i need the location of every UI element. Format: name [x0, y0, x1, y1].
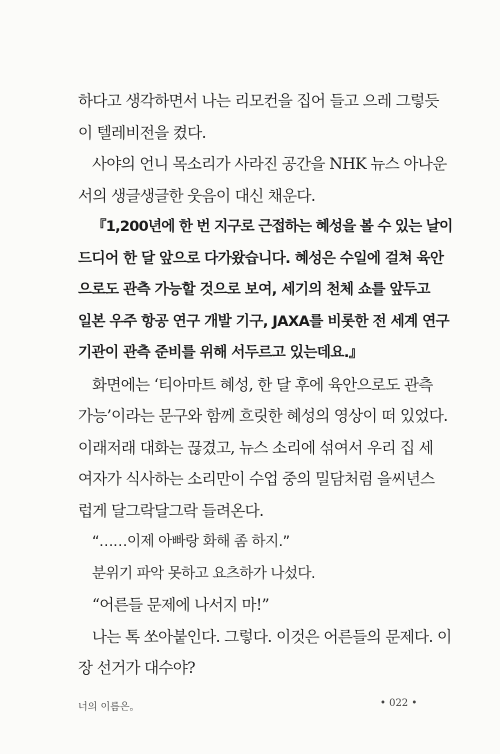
text-line: “……이제 아빠랑 화해 좀 하지.” — [92, 534, 290, 550]
text-line: 분위기 파악 못하고 요츠하가 나섰다. — [92, 565, 316, 582]
text-line: 드디어 한 달 앞으로 다가왔습니다. 혜성은 수일에 걸쳐 육안 — [78, 250, 444, 267]
body-text — [78, 86, 452, 685]
text-line: 이래저래 대화는 끊겼고, 뉴스 소리에 섞여서 우리 집 세 — [78, 438, 434, 457]
text-line: 기관이 관측 준비를 위해 서두르고 있는데요.』 — [78, 345, 363, 361]
text-line: 하다고 생각하면서 나는 리모컨을 집어 들고 으레 그렇듯 — [78, 92, 439, 110]
text-line: 럽게 달그락달그락 들려온다. — [78, 501, 264, 520]
text-line: 화면에는 ‘티아마트 혜성, 한 달 후에 육안으로도 관측 — [92, 375, 433, 394]
text-line: 장 선거가 대수야? — [78, 659, 195, 677]
text-line: 으로도 관측 가능할 것으로 보여, 세기의 천체 쇼를 앞두고 — [78, 282, 431, 298]
text-line: “어른들 문제에 나서지 마!” — [92, 596, 269, 614]
text-line: 서의 생글생글한 웃음이 대신 채운다. — [78, 186, 316, 205]
text-line: 사야의 언니 목소리가 사라진 공간을 NHK 뉴스 아나운 — [92, 155, 447, 173]
text-line: 가능’이라는 문구와 함께 흐릿한 혜성의 영상이 떠 있었다. — [78, 407, 448, 425]
text-line: 여자가 식사하는 소리만이 수업 중의 밀담처럼 을씨년스 — [78, 470, 435, 488]
book-title: 너의 이름은。 — [78, 702, 140, 713]
text-line: 『1,200년에 한 번 지구로 근접하는 혜성을 볼 수 있는 날이 — [92, 219, 453, 235]
text-line: 이 텔레비전을 켰다. — [78, 123, 206, 142]
page-number: • 022 • — [380, 698, 418, 709]
text-line: 일본 우주 항공 연구 개발 기구, JAXA를 비롯한 전 세계 연구 — [78, 313, 450, 330]
text-line: 나는 톡 쏘아붙인다. 그렇다. 이것은 어른들의 문제다. 이 — [92, 627, 452, 646]
